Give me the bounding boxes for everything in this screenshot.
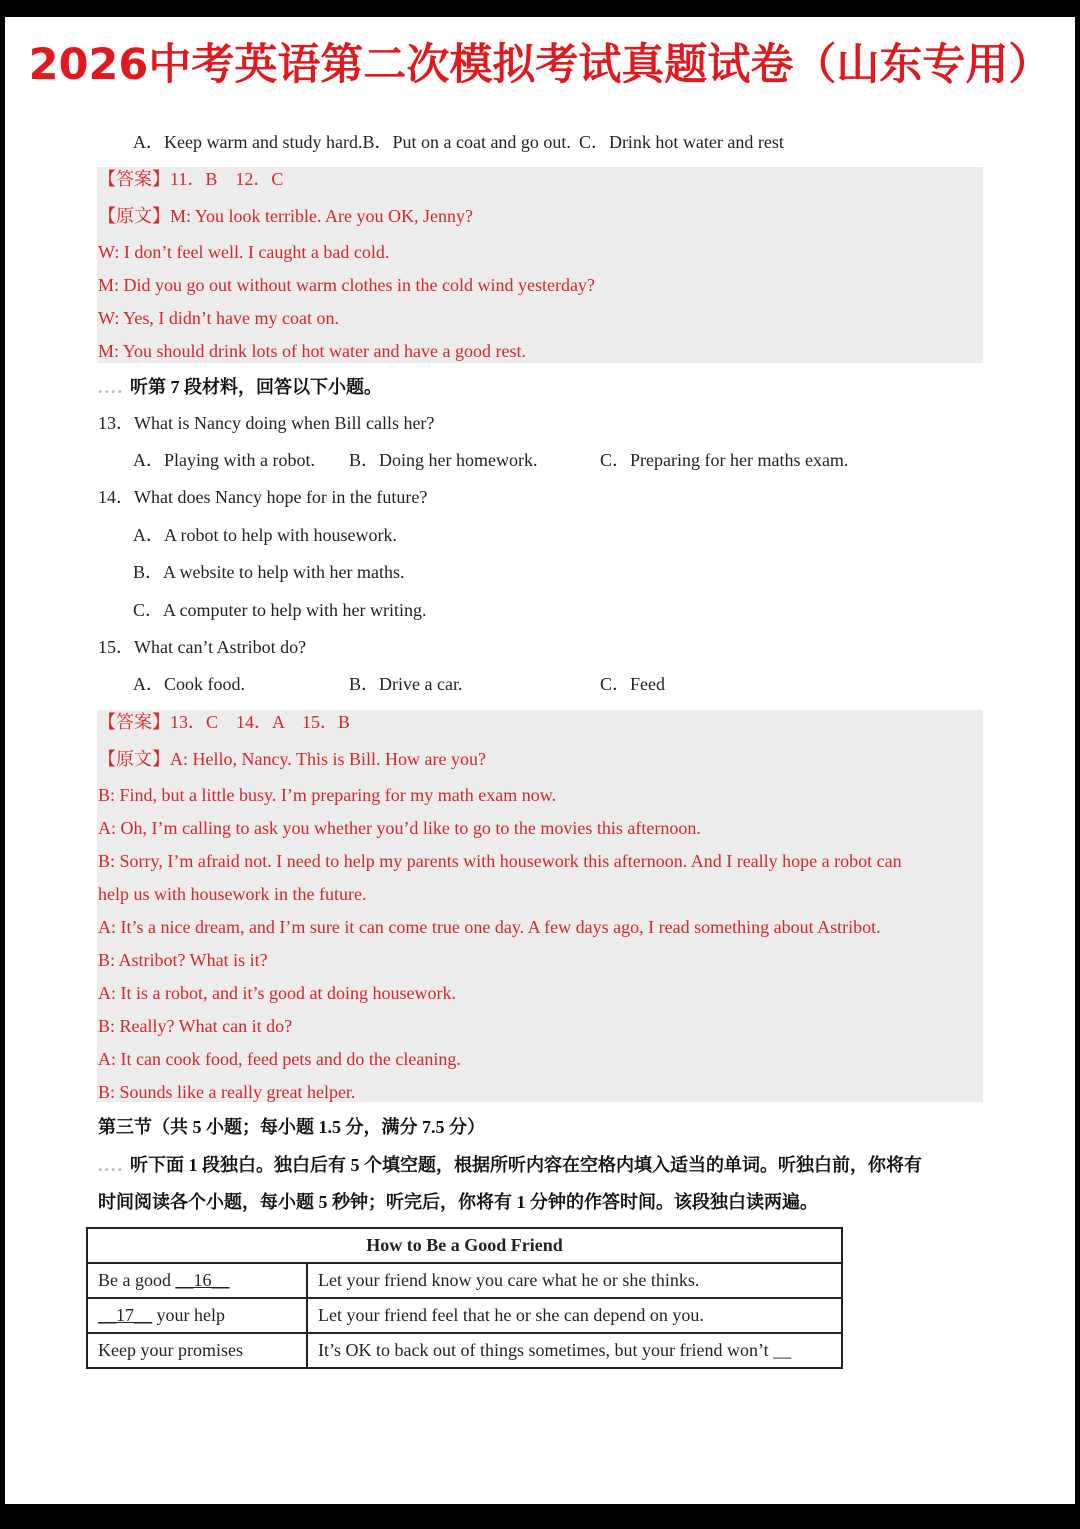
table-row [87, 1298, 842, 1333]
blank-16[interactable]: __16__ [175, 1270, 230, 1290]
section-3-instructions-2: 时间阅读各个小题，每小题 5 秒钟；听完后，你将有 1 分钟的作答时间。该段独白读两遍。 [98, 1192, 818, 1212]
source-line-1 [98, 204, 473, 228]
transcript-line: A: It can cook food, feed pets and do the cleaning. [98, 1049, 461, 1069]
table-cell-right: Let your friend feel that he or she can depend on you. [307, 1298, 842, 1333]
q13-option-c: C．Preparing for her maths exam. [600, 450, 849, 470]
transcript-line: B: Find, but a little busy. I’m preparing for my math exam now. [98, 785, 557, 805]
q12-option-c: C．Drink hot water and rest [578, 132, 784, 152]
table-cell-left: Be a good __16__ [87, 1263, 307, 1298]
source-line-2 [98, 747, 486, 771]
table-header-row [87, 1228, 842, 1263]
transcript-line: M: You look terrible. Are you OK, Jenny? [170, 206, 473, 226]
table-row [87, 1333, 842, 1368]
answer-label: 【答案】 [98, 712, 170, 732]
source-label: 【原文】 [98, 206, 170, 226]
q12-option-b: B．Put on a coat and go out. [362, 132, 571, 152]
q15-option-b: B．Drive a car. [349, 674, 463, 694]
table-cell-left: __17__ your help [87, 1298, 307, 1333]
section-3-instructions-1: .... 听下面 1 段独白。独白后有 5 个填空题，根据所听内容在空格内填入适当的单词。听独白前，你将有 [98, 1155, 922, 1175]
good-friend-table [86, 1227, 843, 1369]
transcript-line: W: Yes, I didn’t have my coat on. [98, 308, 339, 328]
table-cell-left: Keep your promises [87, 1333, 307, 1368]
section-7-intro: .... 听第 7 段材料，回答以下小题。 [98, 377, 382, 397]
banner [5, 17, 1075, 105]
q13-option-a: A．Playing with a robot. [133, 450, 315, 470]
question-15-stem: 15．What can’t Astribot do? [98, 637, 307, 657]
answer-block-1-bg [97, 167, 983, 363]
q14-option-c: C．A computer to help with her writing. [133, 600, 427, 620]
q14-option-a: A．A robot to help with housework. [133, 525, 397, 545]
question-14-stem: 14．What does Nancy hope for in the future? [98, 487, 428, 507]
table-cell-right: It’s OK to back out of things sometimes, but your friend won’t __ [307, 1333, 842, 1368]
transcript-line: A: Oh, I’m calling to ask you whether you’d like to go to the movies this afternoon. [98, 818, 701, 838]
transcript-line: A: Hello, Nancy. This is Bill. How are you? [170, 749, 486, 769]
indent-dots: .... [98, 1155, 124, 1175]
answer-line-2 [98, 710, 350, 734]
q15-option-c: C．Feed [600, 674, 665, 694]
table-cell-right: Let your friend know you care what he or she thinks. [307, 1263, 842, 1298]
transcript-line: M: Did you go out without warm clothes in the cold wind yesterday? [98, 275, 595, 295]
answer-label: 【答案】 [98, 169, 170, 189]
question-13-stem: 13．What is Nancy doing when Bill calls her? [98, 413, 435, 433]
q12-options [133, 130, 784, 154]
q15-option-a: A．Cook food. [133, 674, 245, 694]
exam-page [5, 17, 1075, 1504]
answer-line-1 [98, 167, 283, 191]
page-title: 2026中考英语第二次模拟考试真题试卷（山东专用） [28, 39, 1052, 90]
q14-option-b: B．A website to help with her maths. [133, 562, 405, 582]
transcript-line: B: Really? What can it do? [98, 1016, 293, 1036]
transcript-line: help us with housework in the future. [98, 884, 367, 904]
answer-text: 11．B 12．C [170, 169, 284, 189]
section-3-heading: 第三节（共 5 小题；每小题 1.5 分，满分 7.5 分） [98, 1117, 485, 1137]
transcript-line: B: Sorry, I’m afraid not. I need to help my parents with housework this afternoon. And I really hope a robot can [98, 851, 902, 871]
q12-option-a: A．Keep warm and study hard. [133, 132, 363, 152]
table-title: How to Be a Good Friend [87, 1228, 842, 1263]
transcript-line: M: You should drink lots of hot water and have a good rest. [98, 341, 526, 361]
table-row [87, 1263, 842, 1298]
answer-text: 13．C 14．A 15．B [170, 712, 351, 732]
indent-dots: .... [98, 377, 124, 397]
transcript-line: W: I don’t feel well. I caught a bad cold. [98, 242, 390, 262]
transcript-line: A: It is a robot, and it’s good at doing housework. [98, 983, 456, 1003]
transcript-line: B: Astribot? What is it? [98, 950, 268, 970]
q13-option-b: B．Doing her homework. [349, 450, 538, 470]
transcript-line: A: It’s a nice dream, and I’m sure it can come true one day. A few days ago, I read something about Astribot. [98, 917, 881, 937]
source-label: 【原文】 [98, 749, 170, 769]
blank-17[interactable]: __17__ [98, 1305, 152, 1325]
transcript-line: B: Sounds like a really great helper. [98, 1082, 356, 1102]
